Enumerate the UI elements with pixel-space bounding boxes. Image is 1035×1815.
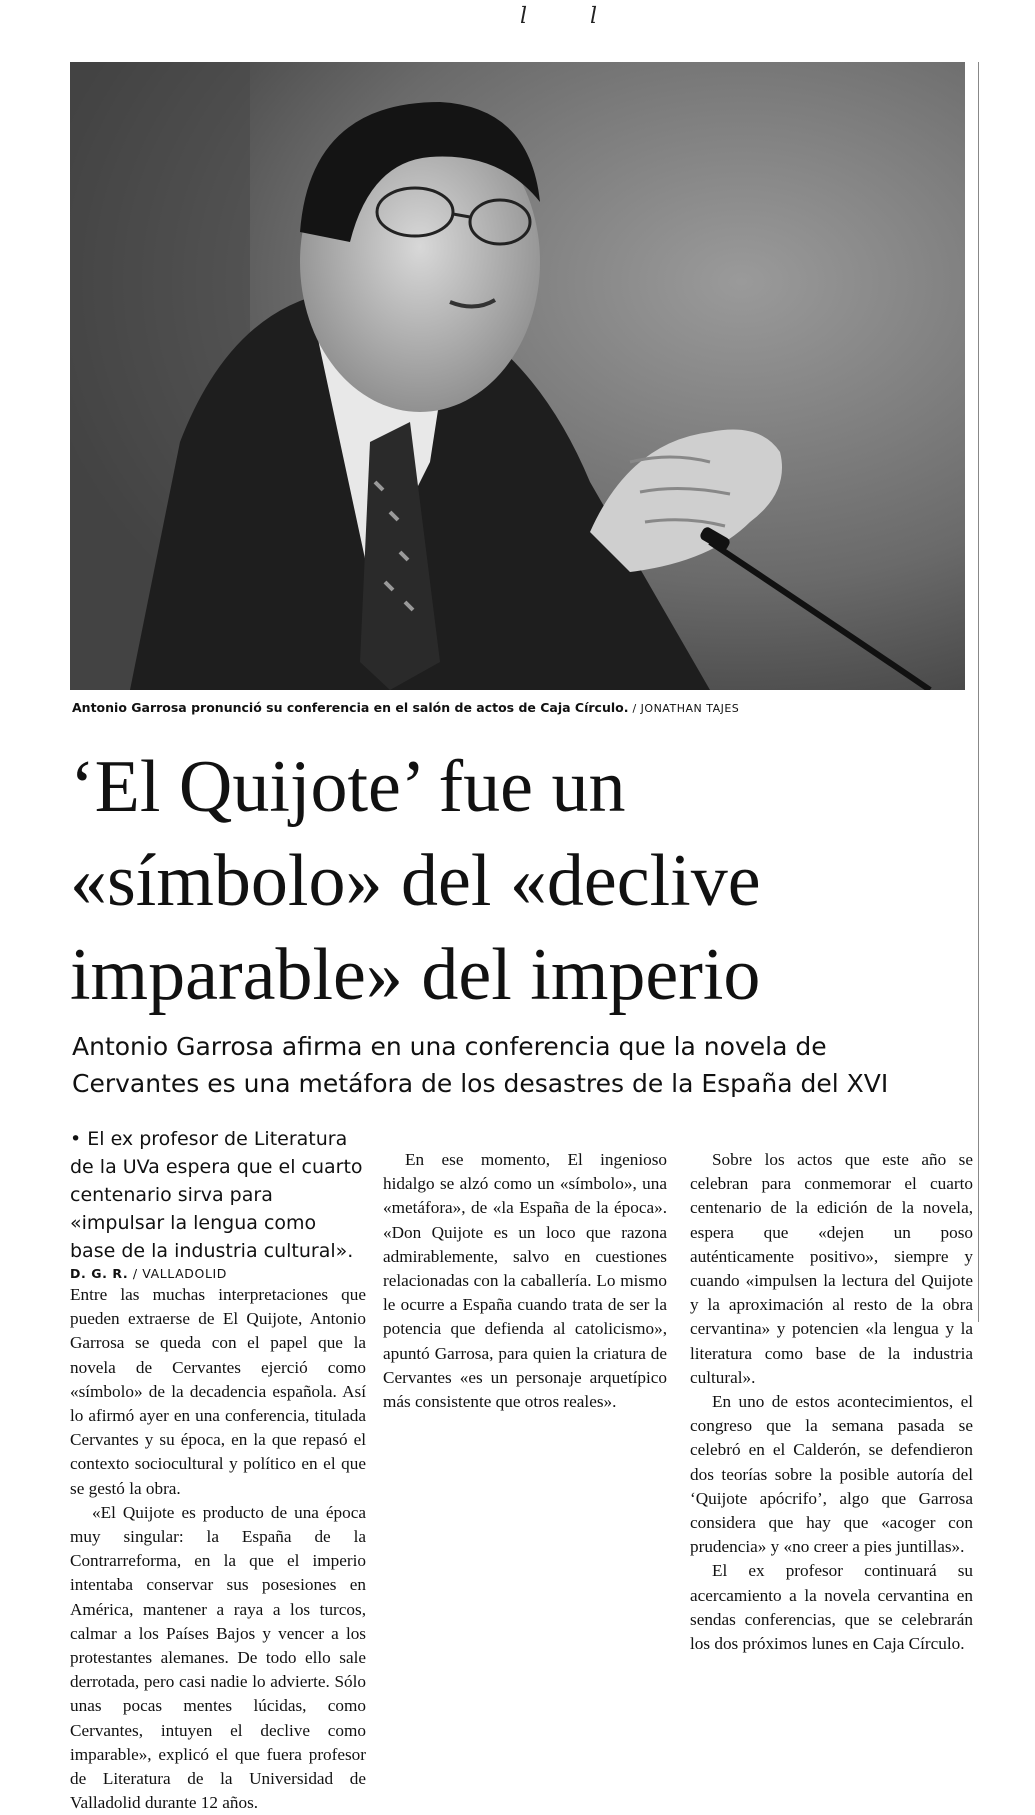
body-paragraph-5: En uno de estos acontecimientos, el congreso que la semana pasada se celebró en el Calderón, se defendieron dos teorías sobre la posible autoría del ‘Quijote apócrifo’, algo que Garrosa considera que hay que «acoger con prudencia» y «no creer a pies juntillas».: [690, 1392, 973, 1557]
body-paragraph-6: El ex profesor continuará su acercamiento a la novela cervantina en sendas conferencias, que se celebrarán los dos próximos lunes en Caja Círculo.: [690, 1561, 973, 1654]
byline-author: D. G. R.: [70, 1266, 129, 1281]
article-column-2: [383, 1148, 667, 1414]
body-paragraph-1: Entre las muchas interpretaciones que pueden extraerse de El Quijote, Antonio Garrosa se queda con el papel que la novela de Cervantes ejerció como «símbolo» de la decadencia española. Así lo afirmó ayer en una conferencia, titulada Cervantes y su época, en la que repasó el contexto sociocultural y político en el que se gestó la obra.: [70, 1285, 366, 1498]
caption-text: Antonio Garrosa pronunció su conferencia en el salón de actos de Caja Círculo.: [72, 700, 629, 715]
article-column-1: [70, 1125, 366, 1815]
margin-marks: l l: [520, 4, 626, 29]
body-paragraph-4: Sobre los actos que este año se celebran para conmemorar el cuarto centenario de la edición de la novela, espera que «dejen un poso auténticamente positivo», siempre y cuando «impulsen la lectura del Quijote y la aproximación al resto de la obra cervantina» y potencien «la lengua y la literatura como base de la industria cultural».: [690, 1150, 973, 1387]
photo-caption: [72, 700, 962, 715]
subheadline-line-2: Cervantes es una metáfora de los desastres de la España del XVI: [72, 1069, 889, 1098]
byline-place: / VALLADOLID: [132, 1266, 228, 1281]
subheadline-line-1: Antonio Garrosa afirma en una conferencia que la novela de: [72, 1032, 827, 1061]
article-summary: • El ex profesor de Literatura de la UVa espera que el cuarto centenario sirva para «impulsar la lengua como base de la industria cultural».: [70, 1128, 363, 1262]
body-paragraph-3: En ese momento, El ingenioso hidalgo se alzó como un «símbolo», una «metáfora», de «la España de la época». «Don Quijote es un loco que razona admirablemente, salvo en cuestiones relacionadas con la caballería. Lo mismo le ocurre a España cuando trata de ser la potencia que defienda al catolicismo», apuntó Garrosa, para quien la criatura de Cervantes «es un personaje arquetípico más consistente que otros reales».: [383, 1150, 667, 1412]
photo-credit: / JONATHAN TAJES: [632, 702, 740, 715]
column-rule: [978, 62, 979, 1322]
byline: [70, 1265, 366, 1283]
headline-line-2: «símbolo» del «declive: [70, 840, 761, 922]
headline-line-3: imparable» del imperio: [70, 934, 761, 1016]
subheadline: [72, 1028, 972, 1102]
article-photo: [70, 62, 965, 690]
headline-line-1: ‘El Quijote’ fue un: [70, 746, 626, 828]
speaker-photo-illustration: [70, 62, 965, 690]
body-paragraph-2: «El Quijote es producto de una época muy singular: la España de la Contrarreforma, en la que el imperio intentaba conservar sus posesiones en América, mantener a raya a los turcos, calmar a los Países Bajos y vencer a los protestantes alemanes. De todo ello sale derrotada, pero casi nadie lo advierte. Sólo unas pocas mentes lúcidas, como Cervantes, intuyen el declive como imparable», explicó el que fuera profesor de Literatura de la Universidad de Valladolid durante 12 años.: [70, 1502, 366, 1813]
headline: [70, 740, 970, 1022]
article-column-3: [690, 1148, 973, 1656]
